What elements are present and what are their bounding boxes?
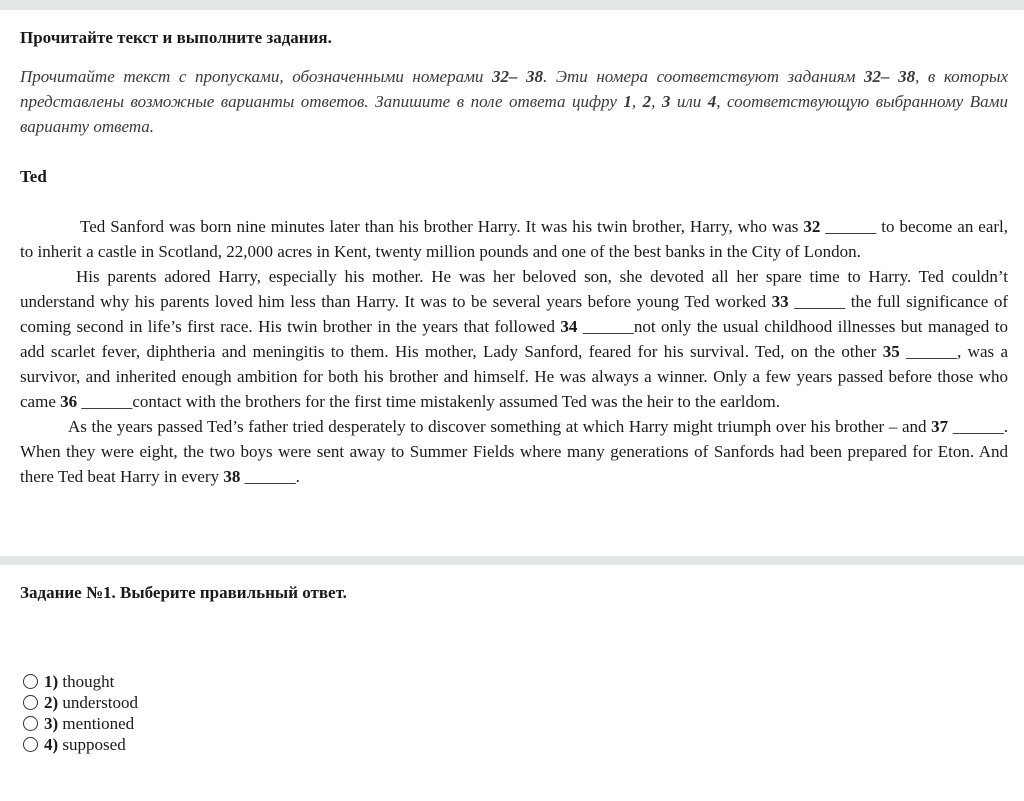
- gap-number-37: 37: [931, 417, 949, 436]
- option-label: understood: [62, 692, 138, 712]
- option-number: 4): [44, 734, 59, 754]
- gap-number-36: 36: [60, 392, 78, 411]
- option-number: 1): [44, 671, 59, 691]
- answer-option-3[interactable]: [20, 713, 138, 734]
- option-label: mentioned: [62, 713, 135, 733]
- paragraph-3: As the years passed Ted’s father tried desperately to discover something at which Harry might triumph over his brother – and 37 ______. When they were eight, the two boys were sent away to Summer Fields where many generations of Sanfords had been prepared for Eton. And there Ted beat Harry in every 38 ______.: [20, 417, 1008, 486]
- answer-option-1[interactable]: [20, 671, 138, 692]
- paragraph-2: His parents adored Harry, especially his mother. He was her beloved son, she devoted all her spare time to Harry. Ted couldn’t understand why his parents loved him less than Harry. It was to be several years before young Ted worked 33 ______ the full significance of coming second in life’s first race. His twin brother in the years that followed 34 ______not only the usual childhood illnesses but managed to add scarlet fever, diphtheria and meningitis to them. His mother, Lady Sanford, feared for his survival. Ted, on the other 35 ______, was a survivor, and inherited enough ambition for both his brother and himself. He was always a winner. Only a few years passed before those who came 36 ______contact with the brothers for the first time mistakenly assumed Ted was the heir to the earldom.: [20, 267, 1009, 411]
- radio-button-icon[interactable]: [23, 737, 38, 752]
- gap-blank-32: ______: [820, 217, 877, 236]
- gap-number-38: 38: [223, 467, 241, 486]
- paragraph-1: Ted Sanford was born nine minutes later than his brother Harry. It was his twin brother, Harry, who was 32 ______ to become an earl, to inherit a castle in Scotland, 22,000 acres in Kent, twenty million pounds and one of the best banks in the City of London.: [20, 217, 1009, 261]
- gap-blank-35: ______: [899, 342, 958, 361]
- option-label: supposed: [62, 734, 126, 754]
- option-label: thought: [62, 671, 115, 691]
- answer-option-4[interactable]: [20, 734, 138, 755]
- task-heading: Задание №1. Выберите правильный ответ.: [20, 583, 347, 602]
- radio-button-icon[interactable]: [23, 695, 38, 710]
- answer-options: [20, 671, 138, 755]
- answer-option-2[interactable]: [20, 692, 138, 713]
- section-divider: [0, 556, 1024, 565]
- gap-number-34: 34: [560, 317, 578, 336]
- gap-blank-37: ______: [948, 417, 1004, 436]
- option-number: 3): [44, 713, 59, 733]
- gap-blank-34: ______: [577, 317, 634, 336]
- reading-text: [20, 214, 1008, 489]
- gap-blank-36: ______: [77, 392, 133, 411]
- text-title: Ted: [20, 167, 47, 186]
- gap-number-35: 35: [882, 342, 900, 361]
- radio-button-icon[interactable]: [23, 674, 38, 689]
- top-divider: [0, 0, 1024, 10]
- option-number: 2): [44, 692, 59, 712]
- gap-blank-33: ______: [788, 292, 846, 311]
- gap-blank-38: ______: [240, 467, 296, 486]
- instruction-text: Прочитайте текст с пропусками, обозначенными номерами 32– 38. Эти номера соответствуют заданиям 32– 38, в которых представлены возможные варианты ответов. Запишите в поле ответа цифру 1, 2, 3 или 4, соответствующую выбранному Вами варианту ответа.: [20, 67, 1009, 136]
- radio-button-icon[interactable]: [23, 716, 38, 731]
- section-heading: Прочитайте текст и выполните задания.: [20, 28, 332, 47]
- gap-number-32: 32: [803, 217, 821, 236]
- gap-number-33: 33: [771, 292, 789, 311]
